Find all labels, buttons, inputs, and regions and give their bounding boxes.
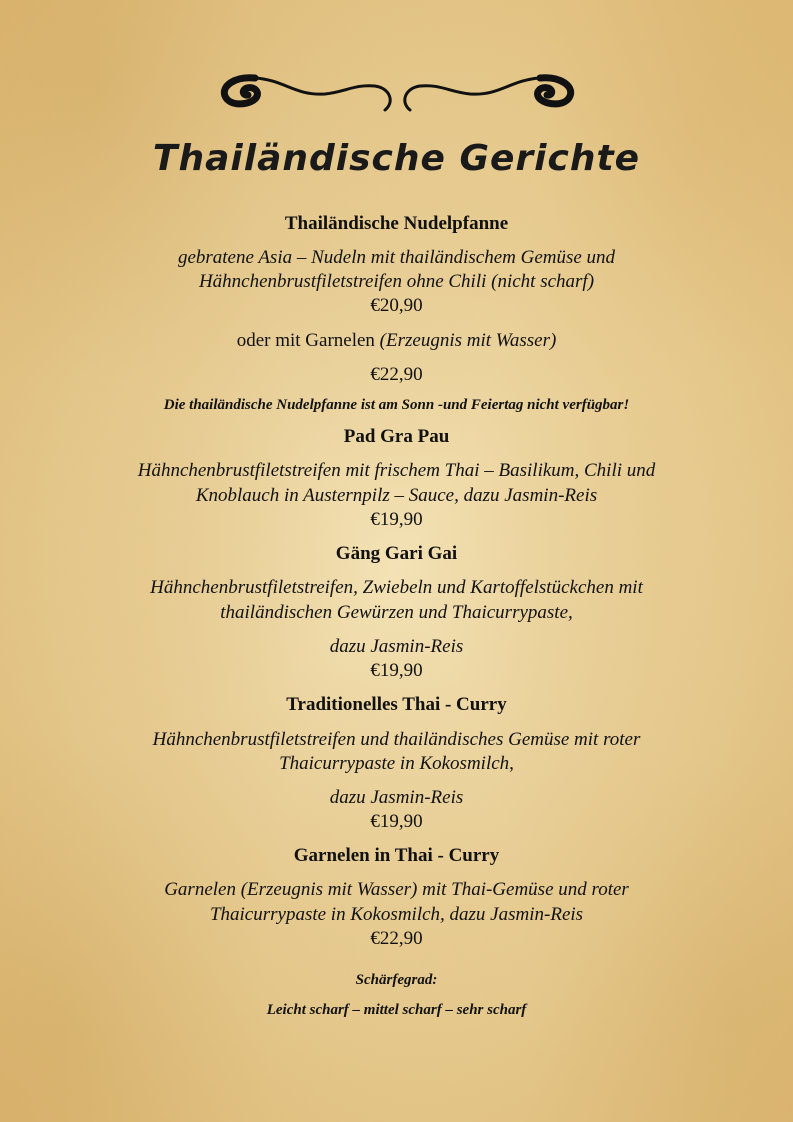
dish-description-line: Thaicurrypaste in Kokosmilch, dazu Jasmin-Reis	[209, 904, 584, 925]
availability-note: Die thailändische Nudelpfanne ist am Sonn -und Feiertag nicht verfügbar!	[163, 397, 630, 413]
dish-price: €19,90	[370, 660, 423, 681]
dish-name: Thailändische Nudelpfanne	[284, 213, 509, 234]
page-title: Thailändische Gerichte	[152, 138, 641, 179]
dish-name: Garnelen in Thai - Curry	[293, 845, 500, 866]
spice-levels: Leicht scharf – mittel scharf – sehr scharf	[266, 1002, 527, 1018]
dish-name: Traditionelles Thai - Curry	[286, 694, 507, 715]
dish-description-line: Thaicurrypaste in Kokosmilch,	[279, 753, 514, 774]
spice-label: Schärfegrad:	[355, 972, 438, 988]
dish-price: €20,90	[370, 295, 423, 316]
dish-description-line: Hähnchenbrustfiletstreifen und thailändisches Gemüse mit roter	[152, 729, 641, 750]
dish-option-price: €22,90	[370, 364, 423, 385]
dish-price: €22,90	[370, 928, 423, 949]
dish-price: €19,90	[370, 811, 423, 832]
dish-description-line: gebratene Asia – Nudeln mit thailändischem Gemüse und	[177, 247, 616, 268]
flourish-ornament	[215, 66, 580, 116]
dish-description-line: Knoblauch in Austernpilz – Sauce, dazu Jasmin-Reis	[195, 485, 598, 506]
dish-description-line: Hähnchenbrustfiletstreifen mit frischem Thai – Basilikum, Chili und	[137, 460, 656, 481]
dish-option	[0, 330, 793, 352]
dish-price: €19,90	[370, 509, 423, 530]
dish-description-line: dazu Jasmin-Reis	[329, 636, 464, 657]
dish-description-line: Hähnchenbrustfiletstreifen, Zwiebeln und Kartoffelstückchen mit	[150, 577, 643, 598]
dish-description-line: dazu Jasmin-Reis	[329, 787, 464, 808]
dish-name: Gäng Gari Gai	[335, 543, 458, 564]
dish-option-text: oder mit Garnelen	[236, 330, 375, 351]
dish-option-note: (Erzeugnis mit Wasser)	[379, 330, 557, 351]
dish-name: Pad Gra Pau	[343, 426, 450, 447]
dish-description-line: thailändischen Gewürzen und Thaicurrypaste,	[220, 602, 573, 623]
dish-description-line: Garnelen (Erzeugnis mit Wasser) mit Thai-Gemüse und roter	[164, 879, 629, 900]
dish-description-line: Hähnchenbrustfiletstreifen ohne Chili (nicht scharf)	[198, 271, 595, 292]
